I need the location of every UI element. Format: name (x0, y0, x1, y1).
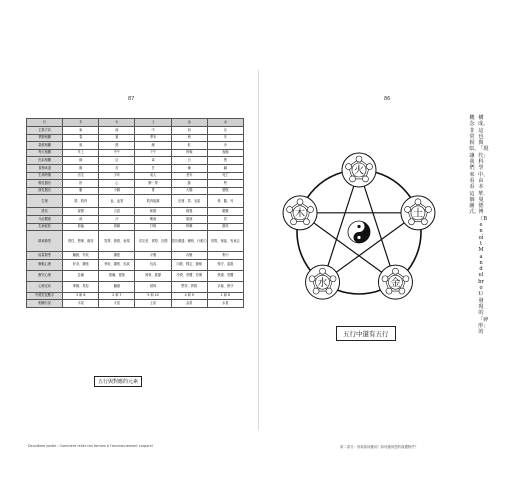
table-header-row (27, 119, 244, 127)
table-cell: 北 (207, 127, 243, 135)
table-cell: 季末 (135, 134, 171, 142)
element-label: 金 (390, 277, 401, 289)
table-cell: 東 (63, 127, 99, 135)
five-elements-table (26, 118, 244, 308)
table-cell: 胃 (135, 187, 171, 195)
table-cell: 2 和 7 (99, 292, 135, 300)
table-cell: 小腸 (99, 187, 135, 195)
table-cell: 白 (171, 157, 207, 165)
table-cell: 唾液 (135, 215, 171, 223)
table-row (27, 270, 244, 281)
element-node (283, 196, 317, 230)
element-label: 木 (295, 208, 306, 220)
table-cell: 聽覺 (207, 208, 243, 216)
element-label: 火 (354, 165, 364, 177)
table-cell: 苦 (99, 164, 135, 172)
table-cell: 求完美、實際、沉穩 (135, 231, 171, 252)
table-row (27, 195, 244, 208)
table-cell: 顫抖 (207, 223, 243, 231)
table-cell: 土星 (135, 300, 171, 308)
vertical-text-column: 概念非常相似。讓我們來看看這個圖式。 (469, 115, 480, 216)
table-row (27, 172, 244, 180)
table-row-label: 生理 (27, 195, 63, 208)
table-cell: 感性、想像、創造 (63, 231, 99, 252)
table-cell: 3 和 8 (63, 292, 99, 300)
table-cell: 老年 (171, 172, 207, 180)
table-row-label: 主要方向 (27, 127, 63, 135)
table-header-cell: 木 (63, 119, 99, 127)
table-cell: 皮膚、鼻、毛髮 (171, 195, 207, 208)
table-cell: 視覺 (63, 208, 99, 216)
table-row (27, 223, 244, 231)
table-row-label: 色彩相關 (27, 157, 63, 165)
page-number: 86 (384, 96, 391, 102)
table-cell: 驕傲 (99, 281, 135, 292)
table-cell: 熱 (99, 142, 135, 150)
table-cell: 黑 (207, 157, 243, 165)
table-cell: 夜晚 (207, 149, 243, 157)
table-cell: 善於溝通、嚴格、行動力 (171, 231, 207, 252)
book-gutter (258, 70, 259, 430)
table-cell: 秋 (171, 134, 207, 142)
element-node (401, 196, 435, 230)
table-cell: 西 (171, 127, 207, 135)
table-cell: 木星 (63, 300, 99, 308)
table-row-label: 陰性器官 (27, 187, 63, 195)
table-cell: 多疑、保守 (207, 281, 243, 292)
vertical-text-column: 構成。這也與「現代」科學中，由本華．曼德博（Benoît Mandelbrot）發現的「碎形」的 (478, 115, 489, 336)
element-label: 土 (412, 208, 423, 220)
table-row (27, 157, 244, 165)
table-cell: 成人 (135, 172, 171, 180)
right-page (266, 60, 500, 449)
table-cell: 欺瞞、冒險 (99, 270, 135, 281)
table-cell: 打嗝 (135, 223, 171, 231)
table-cell: 冬 (207, 134, 243, 142)
table-row-label: 每天相關 (27, 149, 63, 157)
table-cell: 煩躁 (99, 223, 135, 231)
table-row-label: 能量類型 (27, 252, 63, 260)
table-cell: 乾 (171, 142, 207, 150)
table-cell: 金星 (171, 300, 207, 308)
table-cell: 肌、肌肉 (63, 195, 99, 208)
table-row (27, 281, 244, 292)
table-cell: 火星 (99, 300, 135, 308)
table-cell: 包容 (135, 259, 171, 270)
table-cell: 5 和 10 (135, 292, 171, 300)
table-cell: 肝 (63, 180, 99, 188)
table-cell: 爭取、擴張、忠誠 (99, 259, 135, 270)
table-cell: 中 (135, 127, 171, 135)
table-cell: 集中 (207, 252, 243, 260)
table-cell: 焦慮、恐懼 (207, 270, 243, 281)
table-cell: 尿 (207, 215, 243, 223)
table-row-label: 生命時期 (27, 172, 63, 180)
table-row-label: 衝突心理 (27, 270, 63, 281)
table-row-label: 精神類型 (27, 231, 63, 252)
table-cell: 膽 (63, 187, 99, 195)
diagram-caption: 五行中還有五行 (336, 326, 396, 341)
element-node (306, 265, 340, 299)
table-cell: 實際、保留、有意志 (207, 231, 243, 252)
table-cell: 出生 (63, 172, 99, 180)
table-row (27, 149, 244, 157)
table-cell: 冷漠、恐懼、悲傷 (171, 270, 207, 281)
table-row (27, 208, 244, 216)
element-label: 水 (317, 277, 328, 289)
table-header-cell: 行 (27, 119, 63, 127)
table-cell: 脾－胃 (135, 180, 171, 188)
table-cell: 內聚 (171, 252, 207, 260)
table-row (27, 231, 244, 252)
table-cell: 擴張 (99, 252, 135, 260)
table-cell: 血、血管 (99, 195, 135, 208)
table-cell: 冷 (207, 142, 243, 150)
table-caption: 五行與對應的元素 (94, 376, 142, 387)
table-row (27, 252, 244, 260)
table-cell: 急躁 (63, 270, 99, 281)
table-cell: 風 (63, 142, 99, 150)
table-row (27, 180, 244, 188)
table-cell: 固執、擔憂 (135, 270, 171, 281)
table-row-label: 陽性器官 (27, 180, 63, 188)
table-row (27, 292, 244, 300)
table-row-label: 季節相關 (27, 134, 63, 142)
table-cell: 夏 (99, 134, 135, 142)
table-cell: 傍晚 (171, 149, 207, 157)
page-number: 87 (128, 96, 135, 102)
table-cell: 肺 (171, 180, 207, 188)
table-row-label: 相關行星 (27, 300, 63, 308)
element-node (378, 265, 412, 299)
table-cell: 汗 (99, 215, 135, 223)
table-cell: 內斂、穩定、節儉 (171, 259, 207, 270)
table-row-label: 氣候相關 (27, 142, 63, 150)
table-cell: 大腸 (171, 187, 207, 195)
table-cell: 腎 (207, 180, 243, 188)
table-row-label: 食物味道 (27, 164, 63, 172)
table-row-label: 感官 (27, 208, 63, 216)
table-row (27, 215, 244, 223)
table-cell: 早上 (63, 149, 99, 157)
table-row (27, 127, 244, 135)
table-row-label: 分泌體液 (27, 215, 63, 223)
table-cell: 黏液 (171, 215, 207, 223)
table-cell: 水星 (207, 300, 243, 308)
table-row (27, 164, 244, 172)
left-page (20, 60, 252, 448)
table-row (27, 187, 244, 195)
page-footer: 第二部分：形象如何應用？如何運用您的周遭物件？ (340, 445, 418, 449)
table-cell: 酸 (63, 164, 99, 172)
element-node (342, 153, 376, 187)
table-cell: 固執 (135, 281, 171, 292)
table-cell: 嗅覺 (171, 208, 207, 216)
table-cell: 甘 (135, 164, 171, 172)
table-row (27, 134, 244, 142)
table-cell: 肌肉組織 (135, 195, 171, 208)
table-row-label: 心理走向 (27, 281, 63, 292)
table-cell: 鹹 (207, 164, 243, 172)
yin-yang-symbol (348, 221, 370, 243)
table-cell: 好奇、擴張 (63, 259, 99, 270)
table-cell: 綠 (63, 157, 99, 165)
table-cell: 平衡 (135, 252, 171, 260)
table-row-label: 中國宮廷數字 (27, 292, 63, 300)
five-elements-diagram (276, 146, 442, 316)
table-cell: 黃 (135, 157, 171, 165)
table-cell: 心 (99, 180, 135, 188)
table-cell: 1 和 6 (207, 292, 243, 300)
table-cell: 辣 (171, 164, 207, 172)
table-cell: 保守、遠慮 (207, 259, 243, 270)
table-row (27, 300, 244, 308)
table-row (27, 259, 244, 270)
page-footer: Deuxième partie : Comment relier ces formes à l'environnement corporel (28, 444, 153, 448)
table-header-cell: 金 (171, 119, 207, 127)
table-cell: 咳嗽 (171, 223, 207, 231)
table-row (27, 142, 244, 150)
table-row-label: 衝動心理 (27, 259, 63, 270)
table-cell: 中午 (99, 149, 135, 157)
table-cell: 智慧、熱情、表現 (99, 231, 135, 252)
table-cell: 堅持、實際 (171, 281, 207, 292)
table-cell: 驅動、外放 (63, 252, 99, 260)
table-cell: 專橫、易怒 (63, 281, 99, 292)
table-header-cell: 水 (207, 119, 243, 127)
table-cell: 抽搐 (63, 223, 99, 231)
table-row-label: 生病症狀 (27, 223, 63, 231)
table-cell: 骨、髓、耳 (207, 195, 243, 208)
table-cell: 死亡 (207, 172, 243, 180)
table-header-cell: 土 (135, 119, 171, 127)
table-cell: 淚 (63, 215, 99, 223)
table-cell: 濕 (135, 142, 171, 150)
table-cell: 膀胱 (207, 187, 243, 195)
table-cell: 下午 (135, 149, 171, 157)
table-cell: 春 (63, 134, 99, 142)
table-cell: 味覺 (135, 208, 171, 216)
table-cell: 南 (99, 127, 135, 135)
table-cell: 言語 (99, 208, 135, 216)
table-cell: 紅 (99, 157, 135, 165)
table-header-cell: 火 (99, 119, 135, 127)
table-cell: 少年 (99, 172, 135, 180)
table-cell: 4 和 9 (171, 292, 207, 300)
